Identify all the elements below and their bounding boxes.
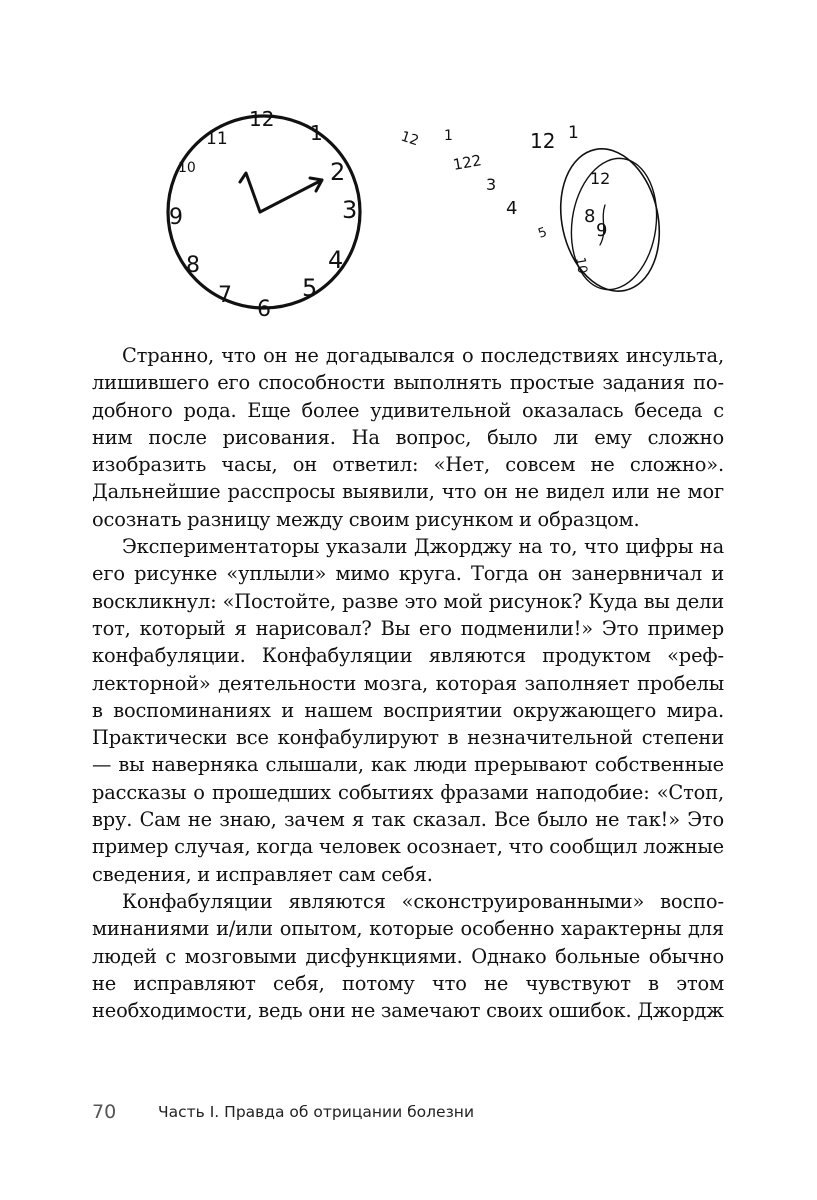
reference-clock-drawing [160,100,360,320]
clock-hour-hand [240,173,260,212]
patient-number-3: 3 [486,175,497,194]
patient-number-1-b: 1 [568,123,579,143]
clock-drawings-figure [160,100,680,330]
patient-number-8: 8 [584,206,596,227]
patient-number-12-b: 12 [530,129,556,153]
patient-number-1-a: 1 [444,128,453,144]
patient-number-9: 9 [596,220,608,241]
page-footer [92,1101,724,1125]
clock-number-4: 4 [328,246,344,274]
patient-number-4: 4 [506,198,518,219]
clock-number-10: 10 [178,160,196,176]
clock-number-3: 3 [342,196,358,224]
clock-number-11: 11 [206,129,228,149]
patient-clock-circle-outer [548,140,672,301]
patient-number-122: 122 [451,151,483,174]
clock-number-12: 12 [249,107,275,131]
clock-number-9: 9 [169,205,183,230]
patient-number-5: 5 [536,224,550,242]
patient-number-12-a: 12 [398,128,421,150]
clock-number-5: 5 [302,274,318,302]
body-text [92,342,724,1024]
patient-number-12-c: 12 [590,169,611,188]
clock-number-2: 2 [330,158,346,186]
patient-number-10: 10 [572,256,590,275]
clock-number-8: 8 [186,253,200,278]
clock-number-1: 1 [310,121,323,145]
paragraph-1: Странно, что он не догадывался о последствиях инсульта, лишившего его способности выполнять простые задания подобного рода. Еще более удивительной оказалась беседа с ним после рисования. На вопрос, было ли ему сложно изобразить часы, он ответил: «Нет, совсем не сложно». Дальнейшие расспросы выявили, что он не видел или не мог осознать разницу между своим рисунком и образцом. [92,344,724,531]
clock-number-6: 6 [257,297,271,322]
paragraph-3: Конфабуляции являются «сконструированными» воспоминаниями и/или опытом, которые особенно характерны для людей с мозговыми дисфункциями. Однако больные обычно не исправляют себя, потому что не чувствуют в этом необходимости, ведь они не замечают своих ошибок. Джордж [92,889,724,1023]
clock-face-circle [168,116,360,308]
clock-number-7: 7 [218,283,232,308]
clock-minute-hand [260,178,322,212]
page-number: 70 [92,1101,117,1123]
running-title: Часть I. Правда об отрицании болезни [158,1103,475,1121]
patient-clock-drawing [400,110,700,310]
paragraph-2: Экспериментаторы указали Джорджу на то, что цифры на его рисунке «уплыли» мимо круга. Тогда он занервничал и воскликнул: «Постойте, разве это мой рисунок? Куда вы дели тот, который я нарисовал? Вы его подменили!» Это пример конфабуляции. Конфабуляции являются продуктом «рефлекторной» деятельности мозга, которая заполняет пробелы в воспоминаниях и нашем восприятии окружающего мира. Практически все конфабулируют в незначительной степени — вы наверняка слышали, как люди прерывают собственные рассказы о прошедших событиях фразами наподобие: «Стоп, вру. Сам не знаю, зачем я так сказал. Все было не так!» Это пример случая, когда человек осознает, что сообщил ложные сведения, и исправляет сам себя. [92,535,724,886]
